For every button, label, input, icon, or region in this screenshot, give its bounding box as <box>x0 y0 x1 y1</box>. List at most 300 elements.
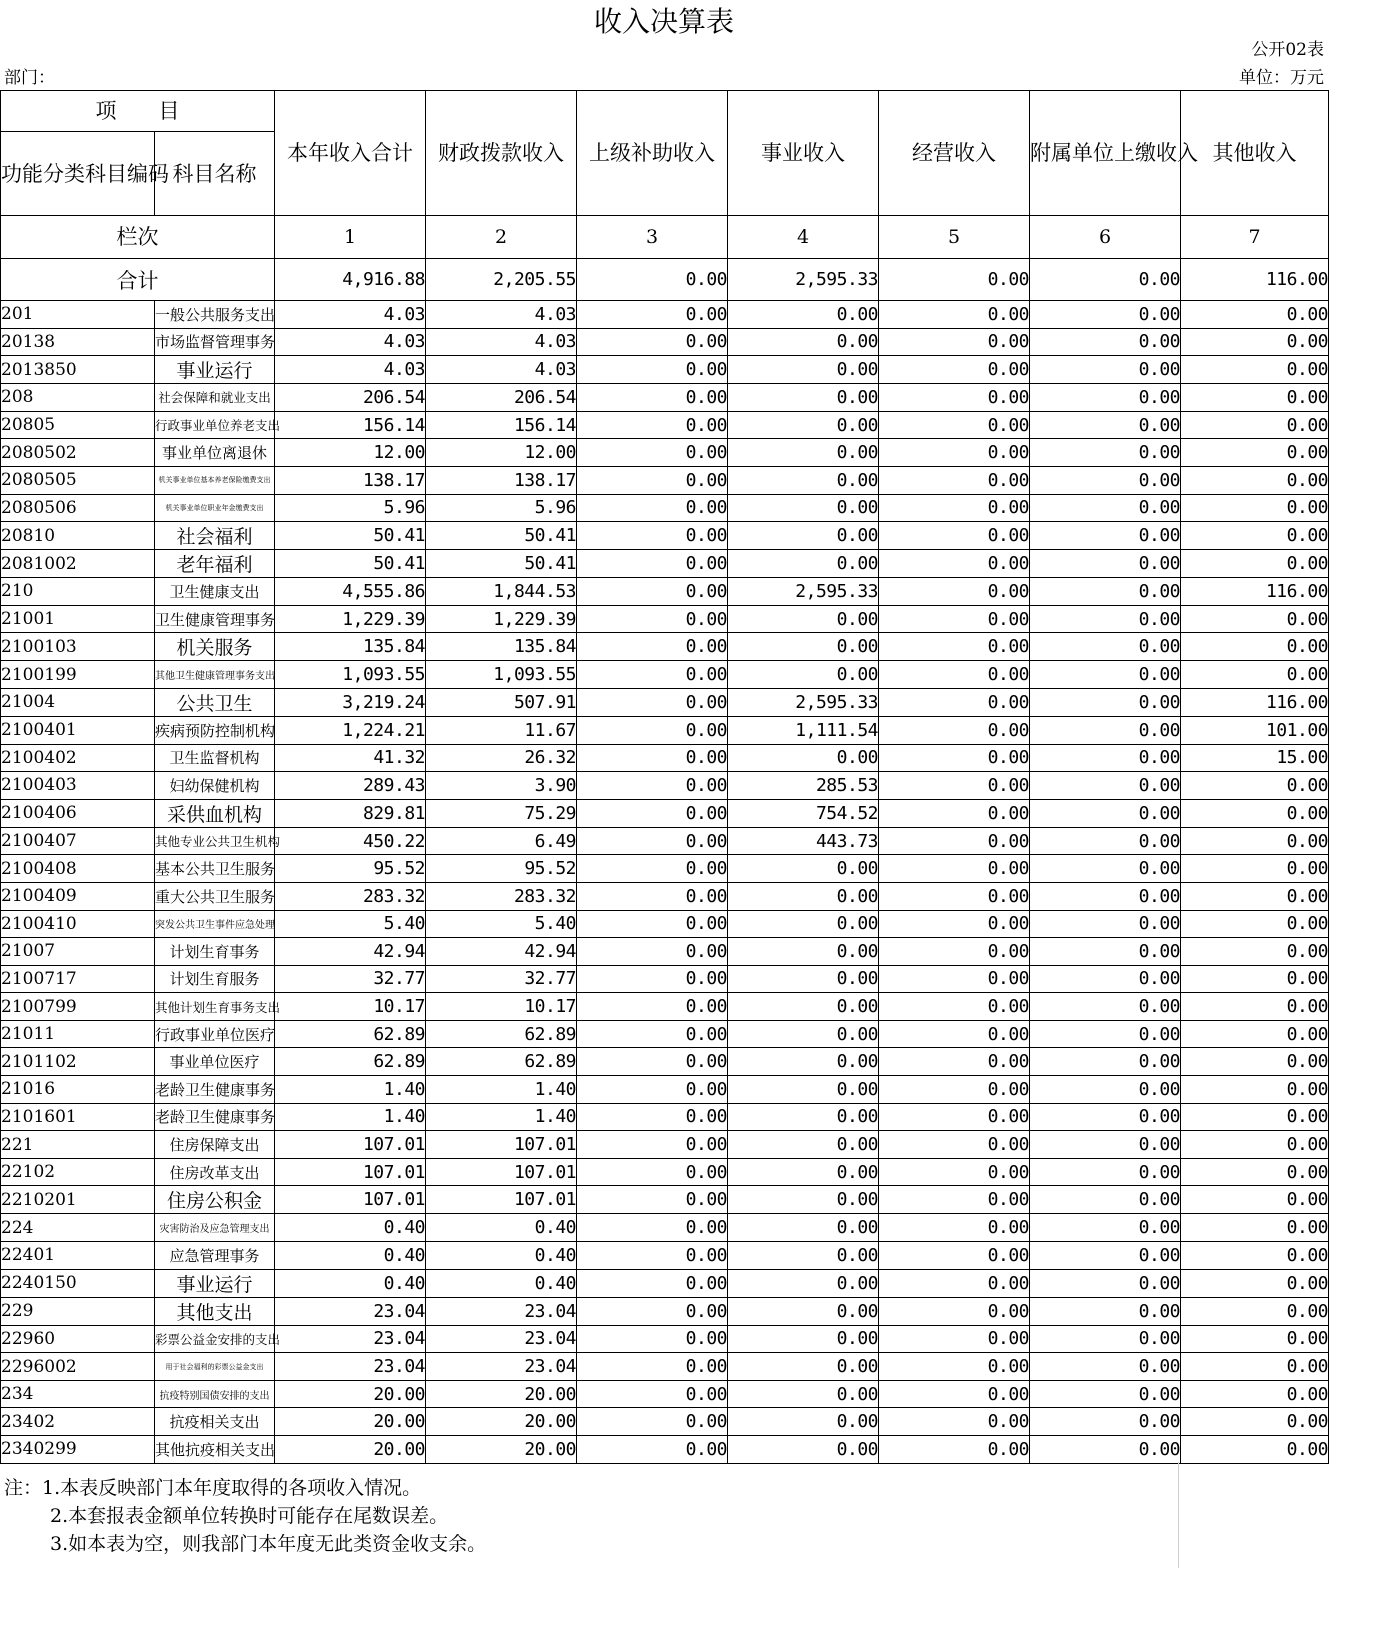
row-value-col-5: 0.00 <box>879 605 1030 633</box>
row-value-col-2: 20.00 <box>426 1436 577 1464</box>
table-row <box>1 938 1329 966</box>
row-value-col-2: 1,844.53 <box>426 578 577 606</box>
row-code: 2100103 <box>1 633 155 661</box>
row-value-col-5: 0.00 <box>879 993 1030 1021</box>
row-value-col-1: 107.01 <box>275 1131 426 1159</box>
row-value-col-5: 0.00 <box>879 1408 1030 1436</box>
row-code: 224 <box>1 1214 155 1242</box>
row-code: 22102 <box>1 1158 155 1186</box>
row-value-col-1: 1,093.55 <box>275 661 426 689</box>
row-value-col-7: 0.00 <box>1181 993 1329 1021</box>
row-value-col-7: 0.00 <box>1181 328 1329 356</box>
row-code: 2296002 <box>1 1353 155 1381</box>
row-value-col-5: 0.00 <box>879 1380 1030 1408</box>
row-value-col-4: 0.00 <box>728 356 879 384</box>
total-value-5: 0.00 <box>879 259 1030 301</box>
row-value-col-2: 138.17 <box>426 466 577 494</box>
table-row <box>1 384 1329 412</box>
row-value-col-1: 829.81 <box>275 799 426 827</box>
row-name: 卫生健康支出 <box>155 578 275 606</box>
row-name: 计划生育事务 <box>155 938 275 966</box>
row-code: 20810 <box>1 522 155 550</box>
header-code: 功能分类科目编码 <box>1 132 155 216</box>
row-value-col-6: 0.00 <box>1030 411 1181 439</box>
row-value-col-2: 42.94 <box>426 938 577 966</box>
row-value-col-7: 0.00 <box>1181 1297 1329 1325</box>
row-code: 2240150 <box>1 1269 155 1297</box>
row-name: 机关事业单位基本养老保险缴费支出 <box>155 466 275 494</box>
row-value-col-7: 116.00 <box>1181 578 1329 606</box>
row-name: 妇幼保健机构 <box>155 772 275 800</box>
row-value-col-4: 0.00 <box>728 1380 879 1408</box>
row-value-col-1: 12.00 <box>275 439 426 467</box>
row-value-col-4: 0.00 <box>728 522 879 550</box>
row-value-col-6: 0.00 <box>1030 1325 1181 1353</box>
row-value-col-3: 0.00 <box>577 772 728 800</box>
row-value-col-3: 0.00 <box>577 633 728 661</box>
row-value-col-5: 0.00 <box>879 1242 1030 1270</box>
row-code: 2081002 <box>1 550 155 578</box>
row-value-col-4: 0.00 <box>728 439 879 467</box>
row-value-col-6: 0.00 <box>1030 910 1181 938</box>
row-value-col-7: 0.00 <box>1181 1076 1329 1104</box>
row-value-col-5: 0.00 <box>879 466 1030 494</box>
total-value-2: 2,205.55 <box>426 259 577 301</box>
row-value-col-2: 23.04 <box>426 1353 577 1381</box>
row-name: 其他专业公共卫生机构 <box>155 827 275 855</box>
row-value-col-2: 107.01 <box>426 1158 577 1186</box>
row-value-col-6: 0.00 <box>1030 1186 1181 1214</box>
row-value-col-2: 12.00 <box>426 439 577 467</box>
row-value-col-1: 20.00 <box>275 1380 426 1408</box>
department-label: 部门： <box>4 68 55 88</box>
row-value-col-5: 0.00 <box>879 882 1030 910</box>
row-value-col-1: 42.94 <box>275 938 426 966</box>
row-value-col-1: 135.84 <box>275 633 426 661</box>
row-name: 基本公共卫生服务 <box>155 855 275 883</box>
row-value-col-4: 0.00 <box>728 1408 879 1436</box>
row-value-col-6: 0.00 <box>1030 1269 1181 1297</box>
row-value-col-2: 23.04 <box>426 1297 577 1325</box>
row-code: 2100717 <box>1 965 155 993</box>
row-value-col-1: 1.40 <box>275 1076 426 1104</box>
row-value-col-4: 0.00 <box>728 1186 879 1214</box>
row-value-col-4: 0.00 <box>728 882 879 910</box>
table-row <box>1 1408 1329 1436</box>
row-value-col-5: 0.00 <box>879 827 1030 855</box>
header-col-6: 附属单位上缴收入 <box>1030 91 1181 216</box>
row-value-col-1: 23.04 <box>275 1297 426 1325</box>
row-value-col-7: 0.00 <box>1181 494 1329 522</box>
row-code: 2013850 <box>1 356 155 384</box>
row-value-col-5: 0.00 <box>879 328 1030 356</box>
row-value-col-2: 107.01 <box>426 1186 577 1214</box>
row-value-col-3: 0.00 <box>577 716 728 744</box>
row-value-col-7: 0.00 <box>1181 827 1329 855</box>
row-value-col-7: 0.00 <box>1181 1436 1329 1464</box>
row-value-col-3: 0.00 <box>577 1436 728 1464</box>
row-value-col-4: 0.00 <box>728 1353 879 1381</box>
row-value-col-4: 0.00 <box>728 1131 879 1159</box>
row-value-col-7: 0.00 <box>1181 384 1329 412</box>
row-value-col-5: 0.00 <box>879 799 1030 827</box>
row-value-col-5: 0.00 <box>879 1076 1030 1104</box>
row-value-col-2: 62.89 <box>426 1048 577 1076</box>
table-row <box>1 1297 1329 1325</box>
row-value-col-2: 0.40 <box>426 1242 577 1270</box>
table-row <box>1 1158 1329 1186</box>
row-code: 2100199 <box>1 661 155 689</box>
row-value-col-4: 0.00 <box>728 1269 879 1297</box>
row-value-col-6: 0.00 <box>1030 384 1181 412</box>
table-row <box>1 772 1329 800</box>
row-value-col-6: 0.00 <box>1030 1131 1181 1159</box>
row-value-col-5: 0.00 <box>879 716 1030 744</box>
row-value-col-4: 0.00 <box>728 466 879 494</box>
row-value-col-1: 283.32 <box>275 882 426 910</box>
row-value-col-6: 0.00 <box>1030 1380 1181 1408</box>
row-code: 21011 <box>1 1020 155 1048</box>
row-value-col-3: 0.00 <box>577 1131 728 1159</box>
row-value-col-4: 1,111.54 <box>728 716 879 744</box>
row-value-col-5: 0.00 <box>879 578 1030 606</box>
row-value-col-7: 0.00 <box>1181 1269 1329 1297</box>
row-code: 22960 <box>1 1325 155 1353</box>
row-value-col-3: 0.00 <box>577 1103 728 1131</box>
row-value-col-3: 0.00 <box>577 1380 728 1408</box>
row-value-col-7: 0.00 <box>1181 439 1329 467</box>
row-name: 社会福利 <box>155 522 275 550</box>
row-value-col-5: 0.00 <box>879 494 1030 522</box>
table-row <box>1 605 1329 633</box>
row-name: 老龄卫生健康事务 <box>155 1103 275 1131</box>
row-value-col-6: 0.00 <box>1030 578 1181 606</box>
row-value-col-2: 4.03 <box>426 328 577 356</box>
table-row <box>1 744 1329 772</box>
row-value-col-5: 0.00 <box>879 1131 1030 1159</box>
row-value-col-3: 0.00 <box>577 384 728 412</box>
row-value-col-5: 0.00 <box>879 1020 1030 1048</box>
row-code: 2210201 <box>1 1186 155 1214</box>
table-row <box>1 522 1329 550</box>
row-value-col-7: 0.00 <box>1181 1131 1329 1159</box>
row-value-col-3: 0.00 <box>577 466 728 494</box>
table-row <box>1 411 1329 439</box>
row-value-col-6: 0.00 <box>1030 1436 1181 1464</box>
row-value-col-4: 0.00 <box>728 1214 879 1242</box>
total-value-7: 116.00 <box>1181 259 1329 301</box>
seq-7: 7 <box>1181 216 1329 259</box>
row-value-col-5: 0.00 <box>879 1325 1030 1353</box>
row-value-col-7: 0.00 <box>1181 550 1329 578</box>
row-value-col-5: 0.00 <box>879 1297 1030 1325</box>
header-col-7: 其他收入 <box>1181 91 1329 216</box>
seq-1: 1 <box>275 216 426 259</box>
row-code: 2100403 <box>1 772 155 800</box>
row-value-col-4: 0.00 <box>728 550 879 578</box>
row-value-col-5: 0.00 <box>879 1048 1030 1076</box>
row-name: 疾病预防控制机构 <box>155 716 275 744</box>
row-value-col-6: 0.00 <box>1030 1076 1181 1104</box>
row-value-col-2: 283.32 <box>426 882 577 910</box>
row-value-col-6: 0.00 <box>1030 1242 1181 1270</box>
row-value-col-1: 20.00 <box>275 1436 426 1464</box>
table-row <box>1 882 1329 910</box>
header-item: 项 目 <box>1 91 275 132</box>
row-name: 事业单位离退休 <box>155 439 275 467</box>
row-value-col-1: 23.04 <box>275 1353 426 1381</box>
row-value-col-6: 0.00 <box>1030 439 1181 467</box>
row-code: 2100408 <box>1 855 155 883</box>
row-value-col-7: 0.00 <box>1181 1380 1329 1408</box>
row-value-col-5: 0.00 <box>879 855 1030 883</box>
row-value-col-1: 289.43 <box>275 772 426 800</box>
row-value-col-7: 0.00 <box>1181 605 1329 633</box>
row-value-col-7: 0.00 <box>1181 910 1329 938</box>
row-value-col-4: 443.73 <box>728 827 879 855</box>
row-value-col-2: 20.00 <box>426 1408 577 1436</box>
table-row <box>1 578 1329 606</box>
row-value-col-6: 0.00 <box>1030 466 1181 494</box>
row-code: 201 <box>1 301 155 329</box>
row-value-col-7: 101.00 <box>1181 716 1329 744</box>
row-value-col-6: 0.00 <box>1030 1158 1181 1186</box>
row-value-col-7: 0.00 <box>1181 301 1329 329</box>
row-value-col-3: 0.00 <box>577 965 728 993</box>
row-value-col-1: 20.00 <box>275 1408 426 1436</box>
row-value-col-3: 0.00 <box>577 938 728 966</box>
row-value-col-1: 0.40 <box>275 1269 426 1297</box>
row-name: 其他卫生健康管理事务支出 <box>155 661 275 689</box>
row-value-col-4: 0.00 <box>728 938 879 966</box>
row-name: 抗疫相关支出 <box>155 1408 275 1436</box>
row-value-col-1: 450.22 <box>275 827 426 855</box>
row-value-col-2: 206.54 <box>426 384 577 412</box>
row-value-col-6: 0.00 <box>1030 605 1181 633</box>
row-value-col-7: 0.00 <box>1181 1242 1329 1270</box>
row-value-col-2: 62.89 <box>426 1020 577 1048</box>
row-value-col-3: 0.00 <box>577 1158 728 1186</box>
table-row <box>1 1242 1329 1270</box>
row-value-col-5: 0.00 <box>879 965 1030 993</box>
row-value-col-2: 1,229.39 <box>426 605 577 633</box>
table-row <box>1 550 1329 578</box>
row-value-col-3: 0.00 <box>577 328 728 356</box>
row-value-col-2: 6.49 <box>426 827 577 855</box>
row-value-col-6: 0.00 <box>1030 965 1181 993</box>
row-value-col-1: 50.41 <box>275 522 426 550</box>
row-value-col-5: 0.00 <box>879 550 1030 578</box>
row-value-col-1: 23.04 <box>275 1325 426 1353</box>
row-value-col-2: 0.40 <box>426 1214 577 1242</box>
row-name: 事业单位医疗 <box>155 1048 275 1076</box>
row-name: 计划生育服务 <box>155 965 275 993</box>
row-value-col-3: 0.00 <box>577 578 728 606</box>
row-code: 23402 <box>1 1408 155 1436</box>
row-code: 21016 <box>1 1076 155 1104</box>
row-value-col-3: 0.00 <box>577 1325 728 1353</box>
row-value-col-2: 1.40 <box>426 1076 577 1104</box>
table-row <box>1 439 1329 467</box>
table-row <box>1 1269 1329 1297</box>
row-value-col-1: 41.32 <box>275 744 426 772</box>
row-value-col-7: 0.00 <box>1181 965 1329 993</box>
row-code: 2080506 <box>1 494 155 522</box>
row-value-col-1: 5.40 <box>275 910 426 938</box>
row-value-col-2: 1.40 <box>426 1103 577 1131</box>
notes <box>4 1474 486 1558</box>
row-value-col-4: 285.53 <box>728 772 879 800</box>
row-value-col-6: 0.00 <box>1030 301 1181 329</box>
row-value-col-3: 0.00 <box>577 744 728 772</box>
row-value-col-3: 0.00 <box>577 1214 728 1242</box>
row-value-col-4: 0.00 <box>728 993 879 1021</box>
row-value-col-3: 0.00 <box>577 1076 728 1104</box>
row-value-col-1: 0.40 <box>275 1214 426 1242</box>
row-value-col-3: 0.00 <box>577 1269 728 1297</box>
row-value-col-2: 75.29 <box>426 799 577 827</box>
row-value-col-4: 0.00 <box>728 661 879 689</box>
row-value-col-2: 1,093.55 <box>426 661 577 689</box>
row-value-col-2: 26.32 <box>426 744 577 772</box>
row-value-col-2: 5.96 <box>426 494 577 522</box>
row-value-col-3: 0.00 <box>577 1297 728 1325</box>
row-value-col-5: 0.00 <box>879 301 1030 329</box>
row-name: 事业运行 <box>155 356 275 384</box>
table-row <box>1 993 1329 1021</box>
table-row <box>1 1380 1329 1408</box>
row-value-col-7: 0.00 <box>1181 633 1329 661</box>
row-value-col-1: 4.03 <box>275 328 426 356</box>
row-value-col-3: 0.00 <box>577 439 728 467</box>
row-value-col-1: 4,555.86 <box>275 578 426 606</box>
row-name: 用于社会福利的彩票公益金支出 <box>155 1353 275 1381</box>
row-value-col-1: 1.40 <box>275 1103 426 1131</box>
row-code: 21001 <box>1 605 155 633</box>
row-value-col-6: 0.00 <box>1030 1103 1181 1131</box>
row-value-col-2: 5.40 <box>426 910 577 938</box>
row-value-col-3: 0.00 <box>577 1186 728 1214</box>
row-value-col-1: 4.03 <box>275 356 426 384</box>
row-code: 21004 <box>1 688 155 716</box>
row-value-col-3: 0.00 <box>577 799 728 827</box>
row-value-col-6: 0.00 <box>1030 882 1181 910</box>
row-code: 20138 <box>1 328 155 356</box>
table-row <box>1 910 1329 938</box>
row-value-col-5: 0.00 <box>879 356 1030 384</box>
row-name: 一般公共服务支出 <box>155 301 275 329</box>
row-code: 2080502 <box>1 439 155 467</box>
row-value-col-4: 0.00 <box>728 494 879 522</box>
row-value-col-2: 11.67 <box>426 716 577 744</box>
table-row <box>1 494 1329 522</box>
row-value-col-6: 0.00 <box>1030 1020 1181 1048</box>
row-name: 社会保障和就业支出 <box>155 384 275 412</box>
row-name: 行政事业单位医疗 <box>155 1020 275 1048</box>
row-value-col-6: 0.00 <box>1030 744 1181 772</box>
row-value-col-2: 3.90 <box>426 772 577 800</box>
note-1: 注：1.本表反映部门本年度取得的各项收入情况。 <box>4 1477 422 1499</box>
row-value-col-1: 156.14 <box>275 411 426 439</box>
row-value-col-7: 0.00 <box>1181 1158 1329 1186</box>
row-value-col-1: 62.89 <box>275 1020 426 1048</box>
row-value-col-5: 0.00 <box>879 522 1030 550</box>
row-code: 208 <box>1 384 155 412</box>
row-value-col-2: 23.04 <box>426 1325 577 1353</box>
row-value-col-4: 0.00 <box>728 301 879 329</box>
row-value-col-2: 156.14 <box>426 411 577 439</box>
table-row <box>1 855 1329 883</box>
total-value-3: 0.00 <box>577 259 728 301</box>
row-name: 应急管理事务 <box>155 1242 275 1270</box>
table-row <box>1 466 1329 494</box>
row-value-col-3: 0.00 <box>577 1020 728 1048</box>
row-value-col-1: 10.17 <box>275 993 426 1021</box>
row-value-col-6: 0.00 <box>1030 328 1181 356</box>
row-code: 2100406 <box>1 799 155 827</box>
row-value-col-3: 0.00 <box>577 1242 728 1270</box>
row-value-col-6: 0.00 <box>1030 772 1181 800</box>
table-row <box>1 827 1329 855</box>
table-row <box>1 1186 1329 1214</box>
row-value-col-4: 0.00 <box>728 605 879 633</box>
row-value-col-4: 0.00 <box>728 965 879 993</box>
row-value-col-4: 0.00 <box>728 633 879 661</box>
row-value-col-3: 0.00 <box>577 661 728 689</box>
row-value-col-7: 0.00 <box>1181 356 1329 384</box>
row-value-col-5: 0.00 <box>879 411 1030 439</box>
row-name: 老龄卫生健康事务 <box>155 1076 275 1104</box>
row-value-col-3: 0.00 <box>577 301 728 329</box>
row-name: 彩票公益金安排的支出 <box>155 1325 275 1353</box>
row-name: 突发公共卫生事件应急处理 <box>155 910 275 938</box>
table-row <box>1 1076 1329 1104</box>
table-row <box>1 1214 1329 1242</box>
page-title: 收入决算表 <box>593 5 734 38</box>
header-name: 科目名称 <box>155 132 275 216</box>
row-value-col-1: 107.01 <box>275 1158 426 1186</box>
row-name: 采供血机构 <box>155 799 275 827</box>
row-code: 2100401 <box>1 716 155 744</box>
row-value-col-7: 0.00 <box>1181 466 1329 494</box>
row-value-col-6: 0.00 <box>1030 1214 1181 1242</box>
row-value-col-7: 0.00 <box>1181 1408 1329 1436</box>
row-value-col-2: 4.03 <box>426 301 577 329</box>
note-2: 2.本套报表金额单位转换时可能存在尾数误差。 <box>50 1505 449 1527</box>
row-value-col-6: 0.00 <box>1030 550 1181 578</box>
row-value-col-7: 0.00 <box>1181 799 1329 827</box>
row-name: 住房公积金 <box>155 1186 275 1214</box>
row-value-col-4: 0.00 <box>728 1020 879 1048</box>
row-value-col-1: 1,229.39 <box>275 605 426 633</box>
header-seq-label: 栏次 <box>1 216 275 259</box>
row-value-col-2: 507.91 <box>426 688 577 716</box>
table-row <box>1 1103 1329 1131</box>
row-name: 卫生监督机构 <box>155 744 275 772</box>
row-value-col-3: 0.00 <box>577 882 728 910</box>
row-value-col-4: 0.00 <box>728 1048 879 1076</box>
row-code: 229 <box>1 1297 155 1325</box>
row-value-col-7: 0.00 <box>1181 411 1329 439</box>
row-value-col-4: 0.00 <box>728 744 879 772</box>
table-row <box>1 633 1329 661</box>
row-name: 抗疫特别国债安排的支出 <box>155 1380 275 1408</box>
row-value-col-7: 0.00 <box>1181 1214 1329 1242</box>
row-value-col-6: 0.00 <box>1030 688 1181 716</box>
table-row <box>1 716 1329 744</box>
row-value-col-6: 0.00 <box>1030 494 1181 522</box>
row-value-col-6: 0.00 <box>1030 799 1181 827</box>
